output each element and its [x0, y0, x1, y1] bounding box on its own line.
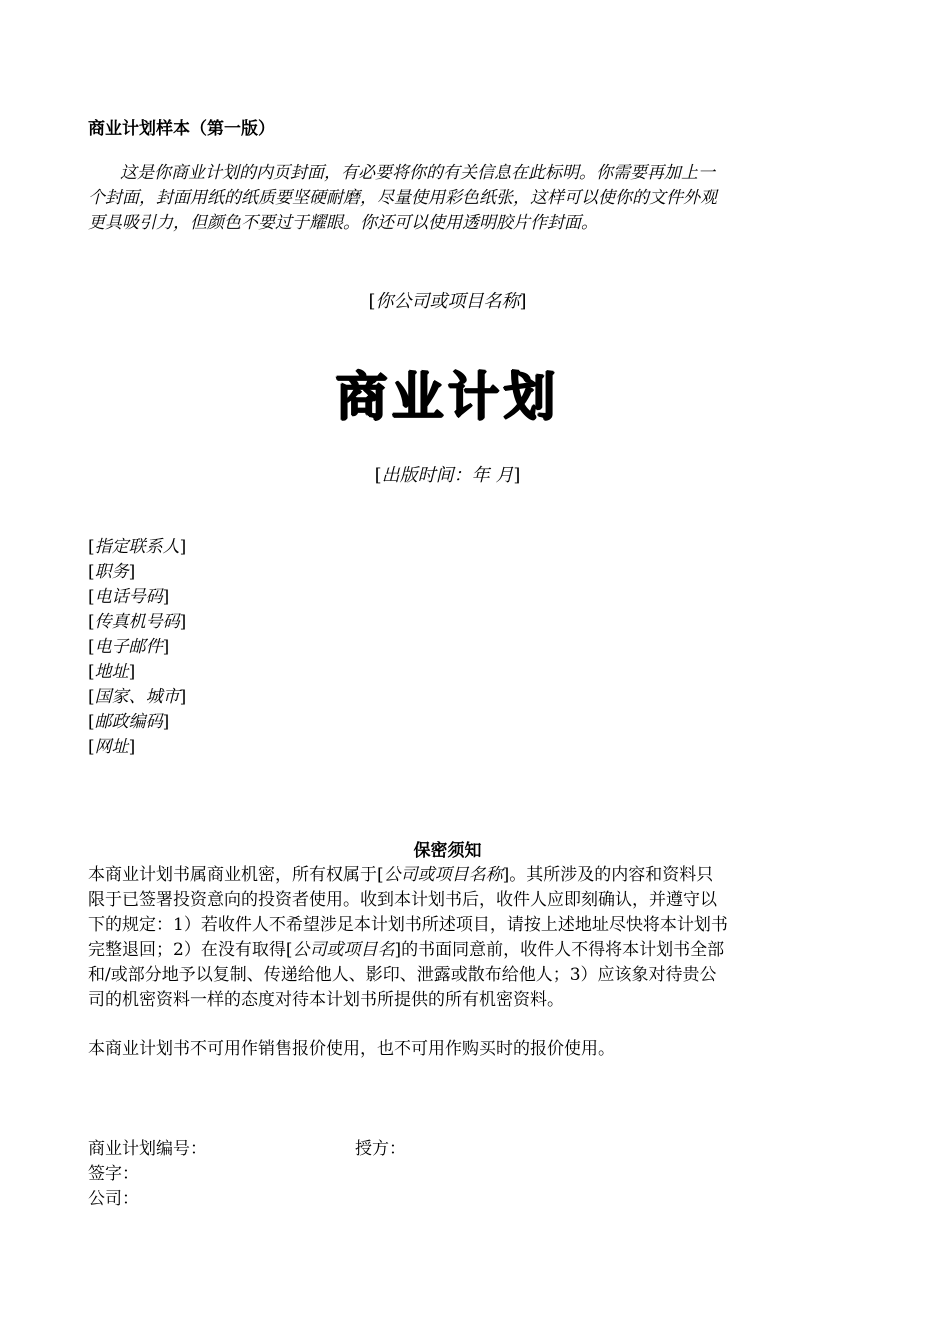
contact-field: [邮政编码] — [88, 712, 170, 732]
company-name-placeholder: [你公司或项目名称] — [368, 291, 527, 312]
notice-line: 司的机密资料一样的态度对待本计划书所提供的所有机密资料。 — [88, 990, 564, 1010]
notice-text: 完整退回；2）在没有取得[ — [88, 940, 293, 960]
notice-text: ]的书面同意前，收件人不得将本计划书全部 — [394, 940, 725, 960]
contact-field: [网址] — [88, 737, 136, 757]
company-name-text: 你公司或项目名称 — [375, 291, 520, 312]
intro-paragraph-line: 这是你商业计划的内页封面，有必要将你的有关信息在此标明。你需要再加上一 — [120, 163, 715, 183]
company-name-reference: 公司或项目名 — [292, 940, 395, 960]
contact-field-label: 指定联系人 — [94, 537, 180, 557]
contact-field-label: 电子邮件 — [94, 637, 163, 657]
contact-field: [电子邮件] — [88, 637, 170, 657]
plan-number-label: 商业计划编号： — [88, 1139, 207, 1159]
contact-field-label: 网址 — [94, 737, 129, 757]
contact-field-label: 国家、城市 — [94, 687, 180, 707]
company-label: 公司： — [88, 1189, 139, 1209]
notice-line: 下的规定：1）若收件人不希望涉足本计划书所述项目，请按上述地址尽快将本计划书 — [88, 915, 728, 935]
notice-line — [88, 860, 713, 885]
contact-field: [职务] — [88, 562, 136, 582]
cover-title: 商业计划 — [335, 368, 560, 428]
publish-date-text: 出版时间：年 月 — [381, 465, 514, 486]
contact-field: [电话号码] — [88, 587, 170, 607]
contact-field: [指定联系人] — [88, 537, 187, 557]
contact-field: [国家、城市] — [88, 687, 187, 707]
document-heading: 商业计划样本（第一版） — [88, 119, 275, 139]
notice-line — [88, 935, 724, 960]
intro-paragraph-line: 更具吸引力，但颜色不要过于耀眼。你还可以使用透明胶片作封面。 — [88, 213, 598, 233]
notice-text: 本商业计划书属商业机密，所有权属于[ — [88, 865, 384, 885]
contact-field-label: 职务 — [94, 562, 129, 582]
grantee-label: 授方： — [355, 1139, 406, 1159]
notice-text: ]。其所涉及的内容和资料只 — [502, 865, 714, 885]
contact-field-label: 传真机号码 — [94, 612, 180, 632]
signature-label: 签字： — [88, 1164, 139, 1184]
notice-line: 和/或部分地予以复制、传递给他人、影印、泄露或散布给他人；3）应该象对待贵公 — [88, 965, 717, 985]
intro-paragraph-line: 个封面，封面用纸的纸质要坚硬耐磨，尽量使用彩色纸张，这样可以使你的文件外观 — [88, 188, 717, 208]
notice-line: 限于已签署投资意向的投资者使用。收到本计划书后，收件人应即刻确认，并遵守以 — [88, 890, 717, 910]
contact-field-label: 电话号码 — [94, 587, 163, 607]
contact-info-list — [88, 535, 186, 760]
confidentiality-notice-title: 保密须知 — [413, 841, 482, 861]
contact-field: [地址] — [88, 662, 136, 682]
contact-field-label: 邮政编码 — [94, 712, 163, 732]
notice-disclaimer: 本商业计划书不可用作销售报价使用，也不可用作购买时的报价使用。 — [88, 1039, 615, 1059]
contact-field: [传真机号码] — [88, 612, 187, 632]
contact-field-label: 地址 — [94, 662, 129, 682]
publish-date-placeholder: [出版时间：年 月] — [374, 465, 521, 486]
company-name-reference: 公司或项目名称 — [383, 865, 503, 885]
